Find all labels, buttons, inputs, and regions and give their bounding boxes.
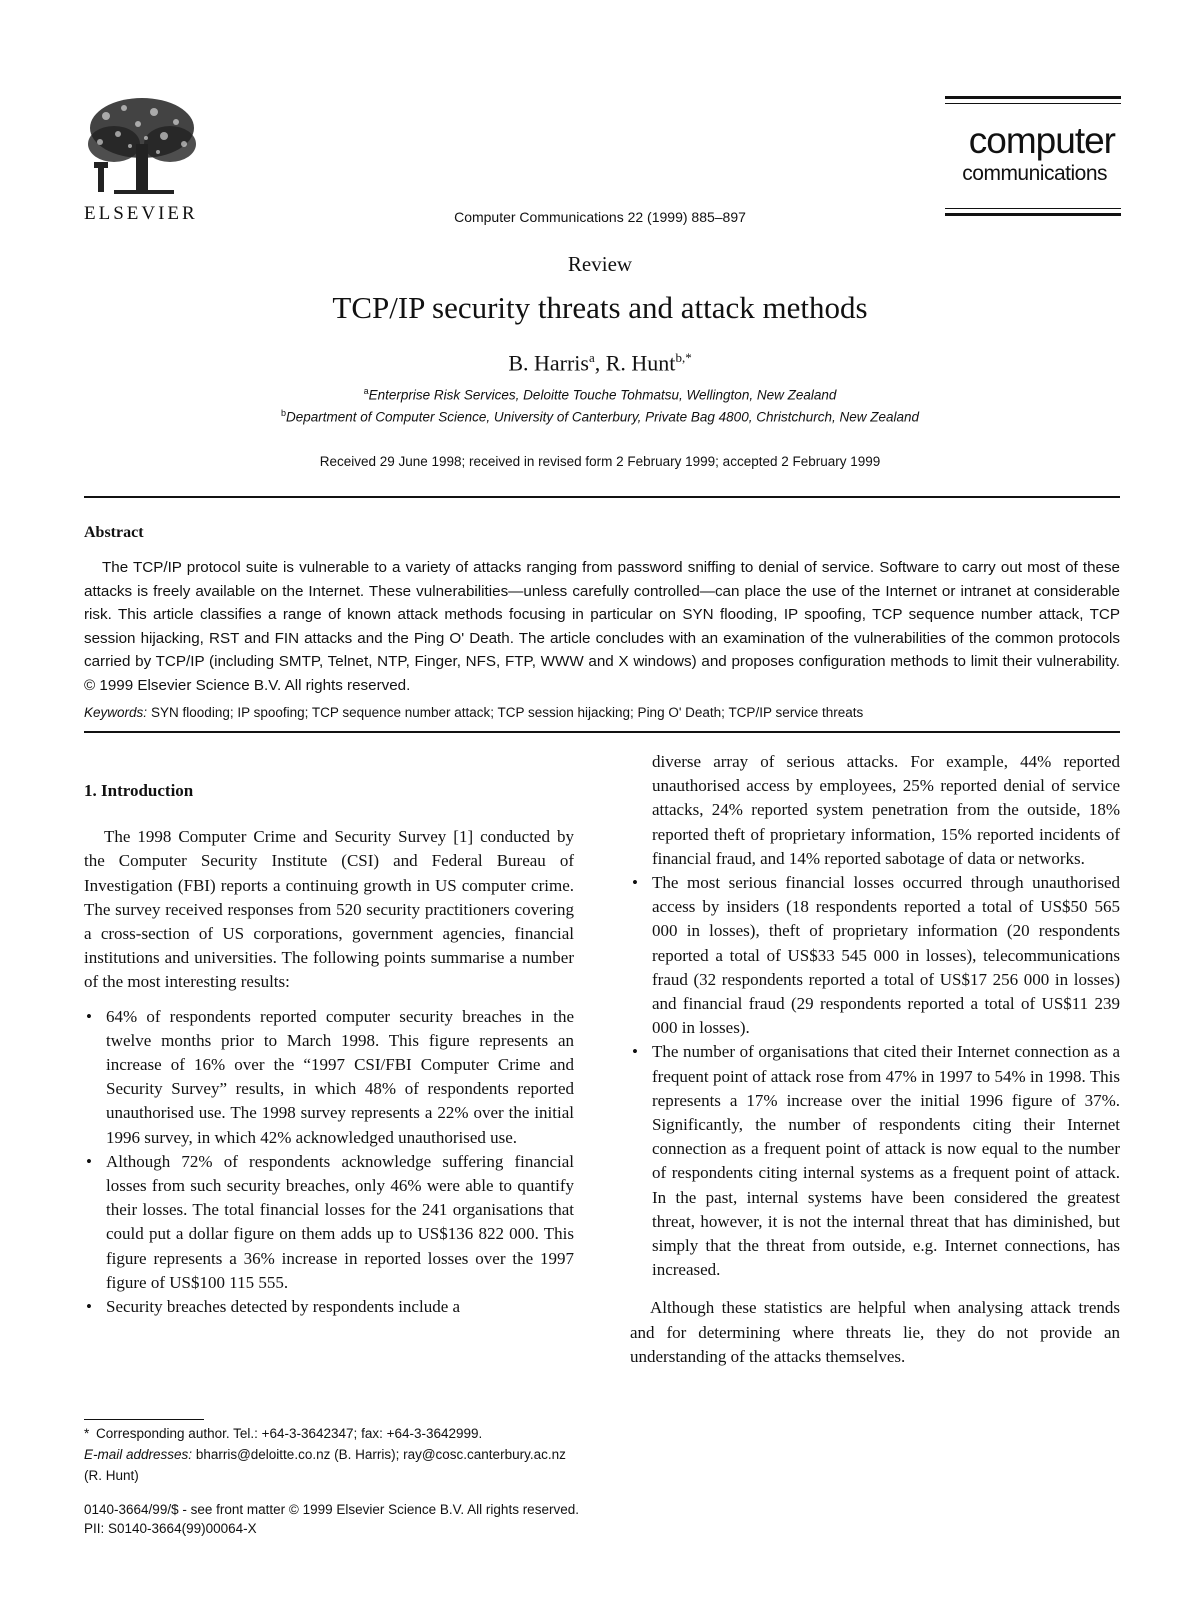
- right-column: [630, 750, 1120, 1369]
- author-1: B. Harris: [508, 350, 589, 376]
- left-bullet-3: • Security breaches detected by respondents include a: [84, 1295, 574, 1319]
- keywords-label: Keywords:: [84, 705, 148, 720]
- author-list: [0, 350, 1200, 376]
- left-column: [84, 779, 574, 1319]
- journal-citation: Computer Communications 22 (1999) 885–897: [454, 209, 746, 225]
- affiliation-a-mark: a: [363, 386, 369, 396]
- affiliation-b-text: Department of Computer Science, University of Canterbury, Private Bag 4800, Christchurch, New Zealand: [285, 409, 920, 425]
- brand-rule-top: [945, 96, 1121, 99]
- brand-rule-bottom-thin: [945, 208, 1121, 209]
- footnote-star: *: [84, 1426, 90, 1441]
- author-2: R. Hunt: [605, 350, 676, 376]
- brand-word-computer: computer: [968, 120, 1115, 161]
- footnote-rule: [84, 1419, 204, 1420]
- affiliation-a: [0, 386, 1200, 403]
- received-dates: Received 29 June 1998; received in revised form 2 February 1999; accepted 2 February 1999: [319, 454, 881, 469]
- author-separator: ,: [594, 350, 606, 376]
- tree-icon: [84, 94, 200, 204]
- author-1-affil-mark: a: [588, 350, 595, 365]
- affiliation-b-mark: b: [280, 408, 286, 418]
- footnote-corresponding: Corresponding author. Tel.: +64-3-3642347; fax: +64-3-3642999.: [96, 1426, 483, 1441]
- footnote-email-label: E-mail addresses:: [84, 1447, 193, 1462]
- affiliation-b: [0, 408, 1200, 425]
- elsevier-tree-logo: [84, 94, 200, 220]
- brand-rule-top-thin: [945, 103, 1121, 104]
- right-bullet-list: [630, 871, 1120, 1282]
- author-2-affil-mark: b,*: [675, 350, 692, 365]
- rule-below-abstract: [84, 731, 1120, 733]
- abstract-heading: Abstract: [84, 524, 144, 541]
- publisher-name: ELSEVIER: [84, 203, 198, 224]
- keywords-line: [84, 705, 1120, 720]
- front-matter: [84, 1500, 579, 1538]
- affiliation-a-text: Enterprise Risk Services, Deloitte Touche Tohmatsu, Wellington, New Zealand: [368, 387, 837, 403]
- intro-paragraph: The 1998 Computer Crime and Security Survey [1] conducted by the Computer Security Institute (CSI) and Federal Bureau of Investigation (FBI) reports a continuing growth in US computer crime. The survey received responses from 520 security practitioners covering a cross-section of US corporations, government agencies, financial institutions and universities. The following points summarise a number of the most interesting results:: [84, 827, 574, 992]
- footnote: [84, 1423, 574, 1486]
- keywords-text: SYN flooding; IP spoofing; TCP sequence number attack; TCP session hijacking; Ping O' Death; TCP/IP service threats: [151, 705, 864, 720]
- rule-above-abstract: [84, 496, 1120, 498]
- issn-line: 0140-3664/99/$ - see front matter © 1999 Elsevier Science B.V. All rights reserved.: [84, 1502, 579, 1517]
- left-bullet-1: • 64% of respondents reported computer security breaches in the twelve months prior to March 1998. This figure represents an increase of 16% over the “1997 CSI/FBI Computer Crime and Security Survey” results, in which 48% of respondents reported unauthorised use. The 1998 survey represents a 22% over the initial 1996 survey, in which 42% acknowledged unauthorised use.: [84, 1005, 574, 1150]
- abstract-text: The TCP/IP protocol suite is vulnerable to a variety of attacks ranging from password sniffing to denial of service. Software to carry out most of these attacks is freely available on the Internet. These vulnerabilities—unless carefully controlled—can place the use of the Internet or intranet at considerable risk. This article classifies a range of known attack methods focusing in particular on SYN flooding, IP spoofing, TCP sequence number attack, TCP session hijacking, RST and FIN attacks and the Ping O' Death. The article concludes with an examination of the vulnerabilities of the common protocols carried by TCP/IP (including SMTP, Telnet, NTP, Finger, NFS, FTP, WWW and X windows) and proposes configuration methods to limit their vulnerability. © 1999 Elsevier Science B.V. All rights reserved.: [84, 559, 1120, 694]
- article-title: TCP/IP security threats and attack methods: [332, 290, 868, 325]
- left-bullet-2: • Although 72% of respondents acknowledge suffering financial losses from such security breaches, only 46% were able to quantify their losses. The total financial losses for the 241 organisations that could put a dollar figure on them adds up to US$136 822 000. This figure represents a 36% increase in reported losses over the 1997 figure of US$100 115 555.: [84, 1150, 574, 1295]
- right-bullet-2: • The number of organisations that cited their Internet connection as a frequent point of attack rose from 47% in 1997 to 54% in 1998. This represents a 17% increase over the initial 1996 figure of 37%. Significantly, the number of respondents citing their Internet connection as a frequent point of attack is now equal to the number of respondents citing internal systems as a frequent point of attack. In the past, internal systems have been considered the greatest threat, however, it is not the internal threat that has diminished, but simply that the threat from outside, e.g. Internet connections, has increased.: [630, 1040, 1120, 1282]
- brand-word-communications: communications: [962, 162, 1107, 185]
- bullet-continuation: diverse array of serious attacks. For example, 44% reported unauthorised access by employees, 25% reported denial of service attacks, 24% reported system penetration from the outside, 18% reported theft of proprietary information, 15% reported incidents of financial fraud, and 14% reported sabotage of data or networks.: [652, 752, 1120, 868]
- closing-paragraph: Although these statistics are helpful when analysing attack trends and for determining where threats lie, they do not provide an understanding of the attacks themselves.: [630, 1298, 1120, 1366]
- article-type: Review: [567, 252, 633, 276]
- journal-brand: [945, 96, 1121, 226]
- brand-rule-bottom: [945, 213, 1121, 216]
- section-heading-introduction: 1. Introduction: [84, 781, 194, 800]
- left-bullet-list: [84, 1005, 574, 1320]
- right-bullet-1: • The most serious financial losses occurred through unauthorised access by insiders (18 respondents reported a total of US$50 565 000 in losses), theft of proprietary information (20 respondents reported a total of US$33 545 000 in losses), telecommunications fraud (32 respondents reported a total of US$17 256 000 in losses) and financial fraud (29 respondents reported a total of US$11 239 000 in losses).: [630, 871, 1120, 1040]
- pii-line: PII: S0140-3664(99)00064-X: [84, 1521, 257, 1536]
- footnote-emails: bharris@deloitte.co.nz (B. Harris); ray@cosc.canterbury.ac.nz (R. Hunt): [84, 1447, 566, 1483]
